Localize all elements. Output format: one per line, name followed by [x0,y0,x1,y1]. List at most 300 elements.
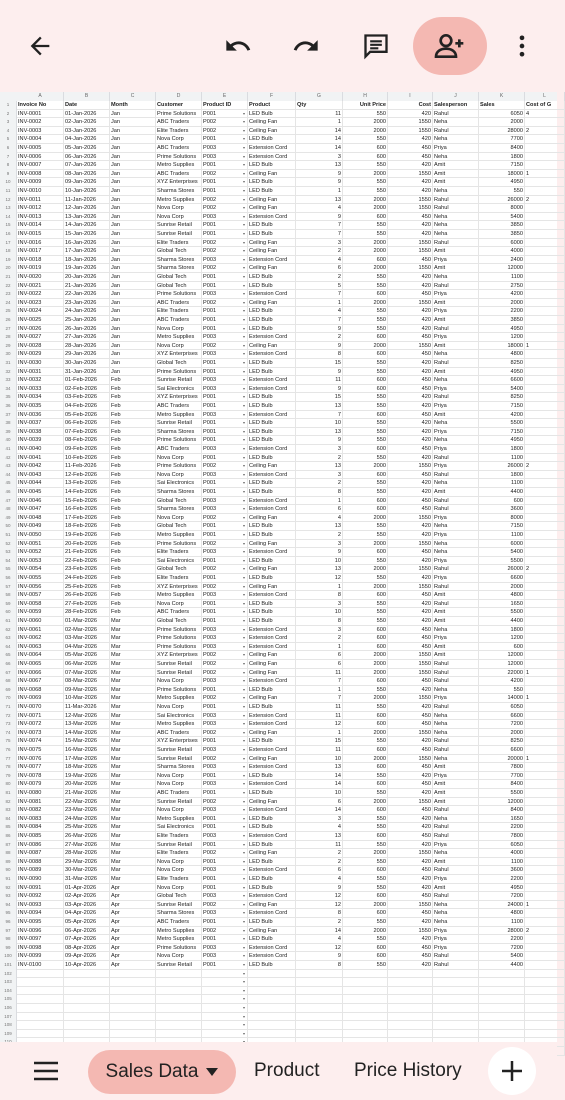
cell[interactable]: 2 [296,454,343,463]
dropdown-chip-icon[interactable]: ▾ [243,437,246,443]
cell[interactable] [64,1030,110,1039]
cell[interactable]: INV-0043 [17,471,64,480]
cell[interactable]: Neha [433,720,479,729]
cell[interactable]: 420 [388,557,433,566]
cell[interactable]: 600 [343,505,388,514]
cell[interactable]: 13 [296,832,343,841]
cell[interactable] [64,987,110,996]
cell[interactable]: Extension Cord [248,763,296,772]
cell[interactable]: LED Bulb [248,316,296,325]
cell[interactable]: Mar [110,720,156,729]
cell[interactable]: Apr [110,944,156,953]
cell[interactable]: Cost of G [525,101,565,110]
cell[interactable] [296,1021,343,1030]
row-number[interactable]: 88 [5,850,11,856]
cell[interactable]: 5400 [479,952,525,961]
table-row[interactable] [0,935,557,944]
cell[interactable]: INV-0057 [17,591,64,600]
cell[interactable]: P002 [202,540,248,549]
dropdown-chip-icon[interactable]: ▾ [243,532,246,537]
cell[interactable]: Rahul [433,746,479,755]
cell[interactable]: INV-0021 [17,282,64,291]
cell[interactable]: 7200 [479,944,525,953]
row-number[interactable]: 44 [5,471,11,477]
cell[interactable]: INV-0034 [17,393,64,402]
cell[interactable]: 1200 [479,333,525,342]
cell[interactable]: 2000 [343,565,388,574]
cell[interactable]: Extension Cord [248,153,296,162]
cell[interactable]: 450 [388,677,433,686]
cell[interactable]: Amit [433,858,479,867]
cell[interactable]: Jan [110,230,156,239]
table-row[interactable] [0,273,557,282]
cell[interactable] [296,987,343,996]
cell[interactable]: LED Bulb [248,703,296,712]
cell[interactable]: 600 [343,290,388,299]
cell[interactable]: 18-Mar-2026 [64,763,110,772]
cell[interactable]: ABC Traders [156,445,202,454]
cell[interactable]: P001 [202,789,248,798]
cell[interactable]: Feb [110,591,156,600]
cell[interactable]: 25-Jan-2026 [64,316,110,325]
cell[interactable]: 550 [343,858,388,867]
table-row[interactable] [0,299,557,308]
cell[interactable]: Sharma Stores [156,428,202,437]
dropdown-chip-icon[interactable]: ▾ [243,196,246,202]
row-number[interactable]: 96 [5,919,11,924]
cell[interactable]: 08-Jan-2026 [64,170,110,179]
table-row[interactable] [0,634,557,643]
cell[interactable]: Extension Cord [248,144,296,153]
cell[interactable]: Mar [110,712,156,721]
cell[interactable]: 2000 [343,651,388,660]
cell[interactable]: 1 [296,187,343,196]
cell[interactable]: 2000 [343,299,388,308]
cell[interactable]: Rahul [433,823,479,832]
cell[interactable]: Sai Electronics [156,557,202,566]
cell[interactable]: Extension Cord [248,909,296,918]
cell[interactable]: 02-Feb-2026 [64,385,110,394]
cell[interactable]: LED Bulb [248,419,296,428]
cell[interactable] [248,970,296,979]
cell[interactable]: INV-0020 [17,273,64,282]
cell[interactable] [110,1004,156,1013]
cell[interactable]: 2 [296,333,343,342]
cell[interactable]: Extension Cord [248,411,296,420]
cell[interactable] [17,987,64,996]
row-number[interactable]: 21 [5,274,11,279]
cell[interactable]: Amit [433,608,479,617]
cell[interactable] [525,393,565,402]
cell[interactable]: Unit Price [343,101,388,110]
cell[interactable]: Feb [110,471,156,480]
cell[interactable]: P001 [202,307,248,316]
cell[interactable]: INV-0052 [17,548,64,557]
cell[interactable]: Neha [433,221,479,230]
cell[interactable] [525,574,565,583]
cell[interactable]: 2000 [343,583,388,592]
dropdown-chip-icon[interactable]: ▾ [243,944,246,950]
cell[interactable]: LED Bulb [248,686,296,695]
cell[interactable]: 14 [296,127,343,136]
dropdown-chip-icon[interactable]: ▾ [243,299,246,305]
cell[interactable]: P002 [202,239,248,248]
cell[interactable]: P001 [202,815,248,824]
cell[interactable]: INV-0061 [17,626,64,635]
cell[interactable]: 07-Jan-2026 [64,161,110,170]
cell[interactable]: Jan [110,359,156,368]
cell[interactable]: Priya [433,428,479,437]
row-number[interactable]: 66 [5,661,11,666]
cell[interactable]: 02-Jan-2026 [64,118,110,127]
cell[interactable]: INV-0040 [17,445,64,454]
table-row[interactable] [0,686,557,695]
table-row[interactable] [0,178,557,187]
cell[interactable] [525,359,565,368]
table-row[interactable] [0,841,557,850]
cell[interactable]: 420 [388,531,433,540]
cell[interactable]: INV-0029 [17,350,64,359]
cell[interactable]: Sunrise Retail [156,419,202,428]
cell[interactable]: 4 [296,256,343,265]
cell[interactable]: 17-Jan-2026 [64,247,110,256]
cell[interactable]: P001 [202,161,248,170]
cell[interactable]: Rahul [433,127,479,136]
cell[interactable]: 9 [296,436,343,445]
cell[interactable]: P002 [202,196,248,205]
cell[interactable]: 6050 [479,841,525,850]
cell[interactable]: 26-Mar-2026 [64,832,110,841]
cell[interactable]: 1 [296,497,343,506]
cell[interactable] [479,1030,525,1039]
table-row[interactable] [0,626,557,635]
cell[interactable]: Feb [110,540,156,549]
row-number[interactable]: 3 [6,119,10,125]
cell[interactable]: Neha [433,522,479,531]
cell[interactable]: 12000 [479,660,525,669]
row-number[interactable]: 57 [5,583,11,589]
table-row[interactable] [0,230,557,239]
cell[interactable]: ABC Traders [156,316,202,325]
cell[interactable]: INV-0031 [17,368,64,377]
cell[interactable]: INV-0002 [17,118,64,127]
cell[interactable]: 26000 [479,462,525,471]
cell[interactable]: 550 [343,307,388,316]
cell[interactable]: P001 [202,875,248,884]
cell[interactable]: P003 [202,548,248,557]
cell[interactable]: Nova Corp [156,342,202,351]
cell[interactable]: LED Bulb [248,961,296,970]
row-number[interactable]: 19 [5,256,11,262]
cell[interactable] [17,1013,64,1022]
cell[interactable]: Nova Corp [156,454,202,463]
cell[interactable]: XYZ Enterprises [156,651,202,660]
cell[interactable] [525,445,565,454]
cell[interactable]: Global Tech [156,497,202,506]
cell[interactable]: 8400 [479,144,525,153]
cell[interactable]: 19-Jan-2026 [64,264,110,273]
cell[interactable]: Jan [110,204,156,213]
cell[interactable]: 550 [343,428,388,437]
cell[interactable]: 420 [388,858,433,867]
cell[interactable]: Feb [110,393,156,402]
cell[interactable]: Neha [433,479,479,488]
cell[interactable]: P001 [202,823,248,832]
dropdown-chip-icon[interactable]: ▾ [243,592,246,598]
cell[interactable]: Rahul [433,583,479,592]
cell[interactable] [156,970,202,979]
dropdown-chip-icon[interactable]: ▾ [243,403,246,408]
cell[interactable]: 1 [296,643,343,652]
dropdown-chip-icon[interactable]: ▾ [243,764,246,770]
cell[interactable] [64,978,110,987]
row-number[interactable]: 70 [5,695,11,701]
cell[interactable] [525,660,565,669]
table-row[interactable] [0,196,557,205]
cell[interactable]: 10-Apr-2026 [64,961,110,970]
cell[interactable]: 1550 [388,118,433,127]
cell[interactable] [525,978,565,987]
cell[interactable]: LED Bulb [248,823,296,832]
cell[interactable]: Jan [110,144,156,153]
cell[interactable]: Amit [433,884,479,893]
table-row[interactable] [0,720,557,729]
cell[interactable]: 04-Mar-2026 [64,643,110,652]
cell[interactable] [525,712,565,721]
row-number[interactable]: 101 [4,962,12,967]
cell[interactable] [17,1021,64,1030]
cell[interactable] [525,264,565,273]
cell[interactable] [525,729,565,738]
cell[interactable]: 8400 [479,806,525,815]
cell[interactable]: 6600 [479,712,525,721]
cell[interactable]: Priya [433,875,479,884]
cell[interactable]: Extension Cord [248,256,296,265]
cell[interactable]: Feb [110,428,156,437]
dropdown-chip-icon[interactable]: ▾ [243,420,246,426]
cell[interactable]: 6 [296,798,343,807]
cell[interactable]: Jan [110,368,156,377]
cell[interactable]: P001 [202,961,248,970]
cell[interactable]: P002 [202,583,248,592]
cell[interactable]: INV-0023 [17,299,64,308]
cell[interactable] [433,995,479,1004]
cell[interactable]: ABC Traders [156,789,202,798]
cell[interactable] [388,1030,433,1039]
cell[interactable]: LED Bulb [248,325,296,334]
cell[interactable]: 21-Mar-2026 [64,789,110,798]
cell[interactable]: INV-0015 [17,230,64,239]
cell[interactable]: 12-Mar-2026 [64,712,110,721]
cell[interactable]: Ceiling Fan [248,660,296,669]
cell[interactable] [525,677,565,686]
cell[interactable]: INV-0065 [17,660,64,669]
cell[interactable] [525,436,565,445]
cell[interactable] [156,1004,202,1013]
cell[interactable] [525,299,565,308]
cell[interactable]: 420 [388,359,433,368]
table-row[interactable] [0,1021,557,1030]
cell[interactable]: INV-0086 [17,841,64,850]
cell[interactable]: 600 [343,720,388,729]
cell[interactable] [525,230,565,239]
cell[interactable]: 18-Feb-2026 [64,522,110,531]
cell[interactable] [479,978,525,987]
cell[interactable] [525,135,565,144]
cell[interactable] [64,1013,110,1022]
cell[interactable]: 450 [388,290,433,299]
cell[interactable]: 1800 [479,153,525,162]
cell[interactable] [248,1030,296,1039]
cell[interactable]: 02-Mar-2026 [64,626,110,635]
cell[interactable]: Elite Traders [156,548,202,557]
table-row[interactable] [0,135,557,144]
row-number[interactable]: 65 [5,652,11,658]
dropdown-chip-icon[interactable]: ▾ [243,506,246,512]
cell[interactable]: LED Bulb [248,488,296,497]
cell[interactable] [525,256,565,265]
cell[interactable]: INV-0098 [17,944,64,953]
table-row[interactable] [0,282,557,291]
cell[interactable]: LED Bulb [248,368,296,377]
cell[interactable]: 420 [388,600,433,609]
cell[interactable]: 6 [296,651,343,660]
cell[interactable]: Neha [433,548,479,557]
dropdown-chip-icon[interactable]: ▾ [243,815,246,821]
cell[interactable]: Amit [433,488,479,497]
cell[interactable]: Feb [110,376,156,385]
table-row[interactable] [0,901,557,910]
cell[interactable]: Neha [433,135,479,144]
table-row[interactable] [0,858,557,867]
cell[interactable]: INV-0093 [17,901,64,910]
cell[interactable] [525,634,565,643]
cell[interactable]: Prime Solutions [156,944,202,953]
row-number[interactable]: 30 [5,351,11,357]
row-number[interactable]: 104 [4,987,12,993]
cell[interactable]: Mar [110,746,156,755]
cell[interactable]: 07-Feb-2026 [64,428,110,437]
cell[interactable]: 06-Feb-2026 [64,419,110,428]
cell[interactable]: 7200 [479,720,525,729]
cell[interactable]: 3600 [479,866,525,875]
row-number[interactable]: 45 [5,480,11,486]
dropdown-chip-icon[interactable]: ▾ [243,291,246,297]
cell[interactable]: 600 [343,548,388,557]
cell[interactable]: Mar [110,806,156,815]
row-number[interactable]: 94 [5,901,11,907]
dropdown-chip-icon[interactable]: ▾ [243,489,246,494]
cell[interactable]: 28000 [479,927,525,936]
table-row[interactable] [0,892,557,901]
cell[interactable]: 550 [343,737,388,746]
cell[interactable]: 450 [388,634,433,643]
row-number[interactable]: 43 [5,463,11,469]
cell[interactable]: 450 [388,497,433,506]
cell[interactable]: Rahul [433,952,479,961]
cell[interactable]: 1550 [388,583,433,592]
cell[interactable]: 4 [296,823,343,832]
cell[interactable]: 22-Mar-2026 [64,798,110,807]
dropdown-chip-icon[interactable]: ▾ [243,704,246,709]
cell[interactable]: 5 [296,282,343,291]
cell[interactable]: 4950 [479,325,525,334]
cell[interactable]: 550 [343,359,388,368]
cell[interactable]: Apr [110,901,156,910]
cell[interactable]: INV-0019 [17,264,64,273]
cell[interactable]: 7 [296,221,343,230]
cell[interactable] [525,402,565,411]
cell[interactable]: Metro Supplies [156,815,202,824]
cell[interactable]: 01-Apr-2026 [64,884,110,893]
cell[interactable]: Sunrise Retail [156,376,202,385]
cell[interactable]: Jan [110,333,156,342]
cell[interactable]: 600 [343,763,388,772]
cell[interactable]: 1550 [388,927,433,936]
table-row[interactable] [0,1030,557,1039]
dropdown-chip-icon[interactable]: ▾ [243,712,246,718]
cell[interactable]: 7 [296,411,343,420]
cell[interactable] [388,987,433,996]
cell[interactable]: 11-Mar-2026 [64,703,110,712]
back-icon[interactable] [18,24,62,68]
cell[interactable]: ABC Traders [156,299,202,308]
cell[interactable] [525,1021,565,1030]
table-row[interactable] [0,927,557,936]
cell[interactable]: Priya [433,772,479,781]
cell[interactable]: 4400 [479,961,525,970]
cell[interactable]: INV-0016 [17,239,64,248]
dropdown-chip-icon[interactable]: ▾ [243,265,246,271]
cell[interactable]: 3600 [479,505,525,514]
cell[interactable]: Priya [433,634,479,643]
cell[interactable]: P001 [202,884,248,893]
cell[interactable]: 2000 [343,540,388,549]
table-row[interactable] [0,995,557,1004]
dropdown-chip-icon[interactable]: ▾ [243,643,246,649]
cell[interactable]: Nova Corp [156,703,202,712]
cell[interactable]: 3 [296,600,343,609]
cell[interactable] [388,995,433,1004]
table-row[interactable] [0,909,557,918]
cell[interactable] [248,987,296,996]
cell[interactable]: LED Bulb [248,110,296,119]
cell[interactable]: Metro Supplies [156,935,202,944]
cell[interactable]: P001 [202,393,248,402]
cell[interactable]: INV-0025 [17,316,64,325]
cell[interactable]: 7700 [479,135,525,144]
cell[interactable]: 28000 [479,127,525,136]
dropdown-chip-icon[interactable]: ▾ [243,979,246,985]
cell[interactable]: 8250 [479,359,525,368]
cell[interactable] [479,1004,525,1013]
cell[interactable]: LED Bulb [248,454,296,463]
cell[interactable]: 420 [388,307,433,316]
cell[interactable]: Rahul [433,204,479,213]
cell[interactable]: 7 [296,316,343,325]
cell[interactable]: INV-0039 [17,436,64,445]
cell[interactable] [479,970,525,979]
cell[interactable]: Ceiling Fan [248,247,296,256]
cell[interactable]: 4 [296,204,343,213]
cell[interactable]: Amit [433,411,479,420]
row-number[interactable]: 36 [5,403,11,408]
cell[interactable]: 4200 [479,290,525,299]
cell[interactable]: Nova Corp [156,772,202,781]
sheet-tab-price-history[interactable]: Price History [354,1060,462,1081]
cell[interactable]: 4400 [479,617,525,626]
column-letter-c[interactable]: C [110,92,156,101]
